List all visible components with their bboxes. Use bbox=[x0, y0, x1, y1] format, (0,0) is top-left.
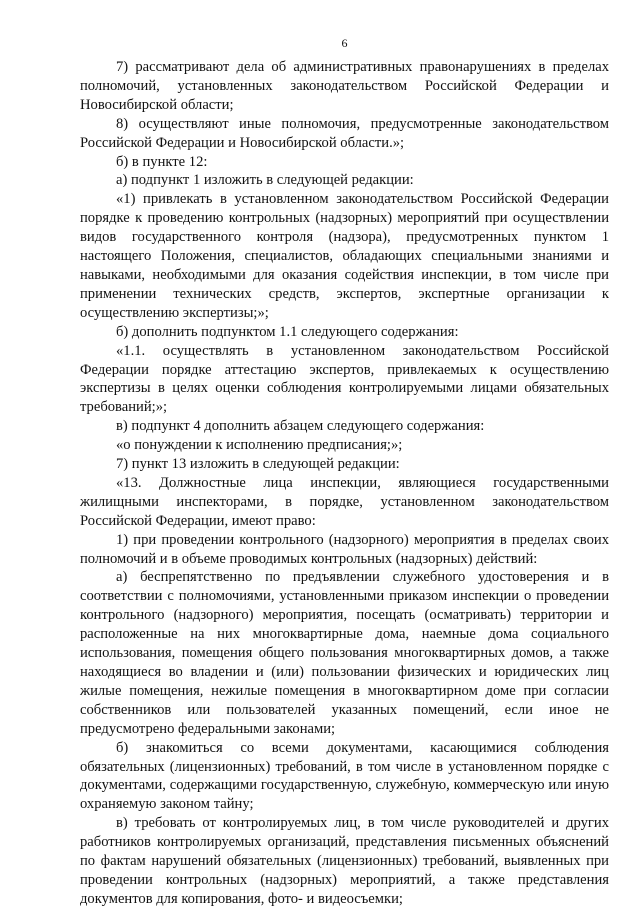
paragraph-subitem-1-1-text: «1.1. осуществлять в установленном законодательством Российской Федерации порядке аттестацию экспертов, привлекаемых к осуществлению экспертизы в целях оценки соблюдения контролируемыми лицами обязательных требований;»; bbox=[80, 342, 609, 416]
paragraph-item-13-subitem-1-v: в) требовать от контролируемых лиц, в том числе руководителей и других работников контролируемых организаций, представления письменных объяснений по фактам нарушений обязательных (лицензионных) требований, выявленных при проведении контрольных (надзорных) мероприятий, а также представления документов для копирования, фото- и видеосъемки; bbox=[80, 815, 609, 907]
paragraph-item-13-subitem-1: 1) при проведении контрольного (надзорного) мероприятия в пределах своих полномочий и в объеме проводимых контрольных (надзорных) действий: bbox=[80, 531, 609, 567]
page-number: 6 bbox=[341, 36, 348, 50]
paragraph-item-13-subitem-1-b: б) знакомиться со всеми документами, касающимися соблюдения обязательных (лицензионных) требований, в том числе в установленном порядке с документами, содержащими государственную, служебную, коммерческую или иную охраняемую законом тайну; bbox=[80, 739, 609, 813]
paragraph-subitem-1-new-wording: а) подпункт 1 изложить в следующей редакции: bbox=[116, 172, 414, 189]
paragraph-item-13-text: «13. Должностные лица инспекции, являющиеся государственными жилищными инспекторами, в порядке, установленном законодательством Российской Федерации, имеют право: bbox=[80, 474, 609, 529]
paragraph-amend-item-12: б) в пункте 12: bbox=[116, 153, 208, 170]
paragraph-7-administrative-offenses: 7) рассматривают дела об административных правонарушениях в пределах полномочий, установленных законодательством Российской Федерации и Новосибирской области; bbox=[80, 59, 609, 113]
paragraph-item-13-new-wording: 7) пункт 13 изложить в следующей редакции: bbox=[116, 456, 400, 473]
paragraph-subitem-4-addition: в) подпункт 4 дополнить абзацем следующего содержания: bbox=[116, 418, 485, 435]
paragraph-subitem-1-text: «1) привлекать в установленном законодательством Российской Федерации порядке к проведению контрольных (надзорных) мероприятий при осуществлении видов государственного контроля (надзора), предусмотренных пунктом 1 настоящего Положения, специалистов, обладающих специальными знаниями и навыками, необходимыми для оказания содействия инспекции, в том числе при применении технических средств, экспертов, экспертные организации к осуществлению экспертизы;»; bbox=[80, 191, 609, 321]
paragraph-8-other-powers: 8) осуществляют иные полномочия, предусмотренные законодательством Российской Федерации и Новосибирской области.»; bbox=[80, 115, 609, 151]
paragraph-add-subitem-1-1: б) дополнить подпунктом 1.1 следующего содержания: bbox=[116, 323, 459, 340]
paragraph-item-13-subitem-1-a: а) беспрепятственно по предъявлении служебного удостоверения и в соответствии с полномочиями, установленными приказом инспекции о проведении контрольного (надзорного) мероприятия, посещать (осматривать) территории и расположенные на них многоквартирные дома, наемные дома социального использования, помещения общего пользования многоквартирных домов, а также находящиеся во владении и (или) пользовании физических и юридических лиц жилые помещения, нежилые помещения в многоквартирном доме при согласии собственников или пользователей указанных помещений, если иное не предусмотрено федеральными законами; bbox=[80, 569, 609, 737]
paragraph-subitem-4-text: «о понуждении к исполнению предписания;»; bbox=[116, 437, 403, 454]
